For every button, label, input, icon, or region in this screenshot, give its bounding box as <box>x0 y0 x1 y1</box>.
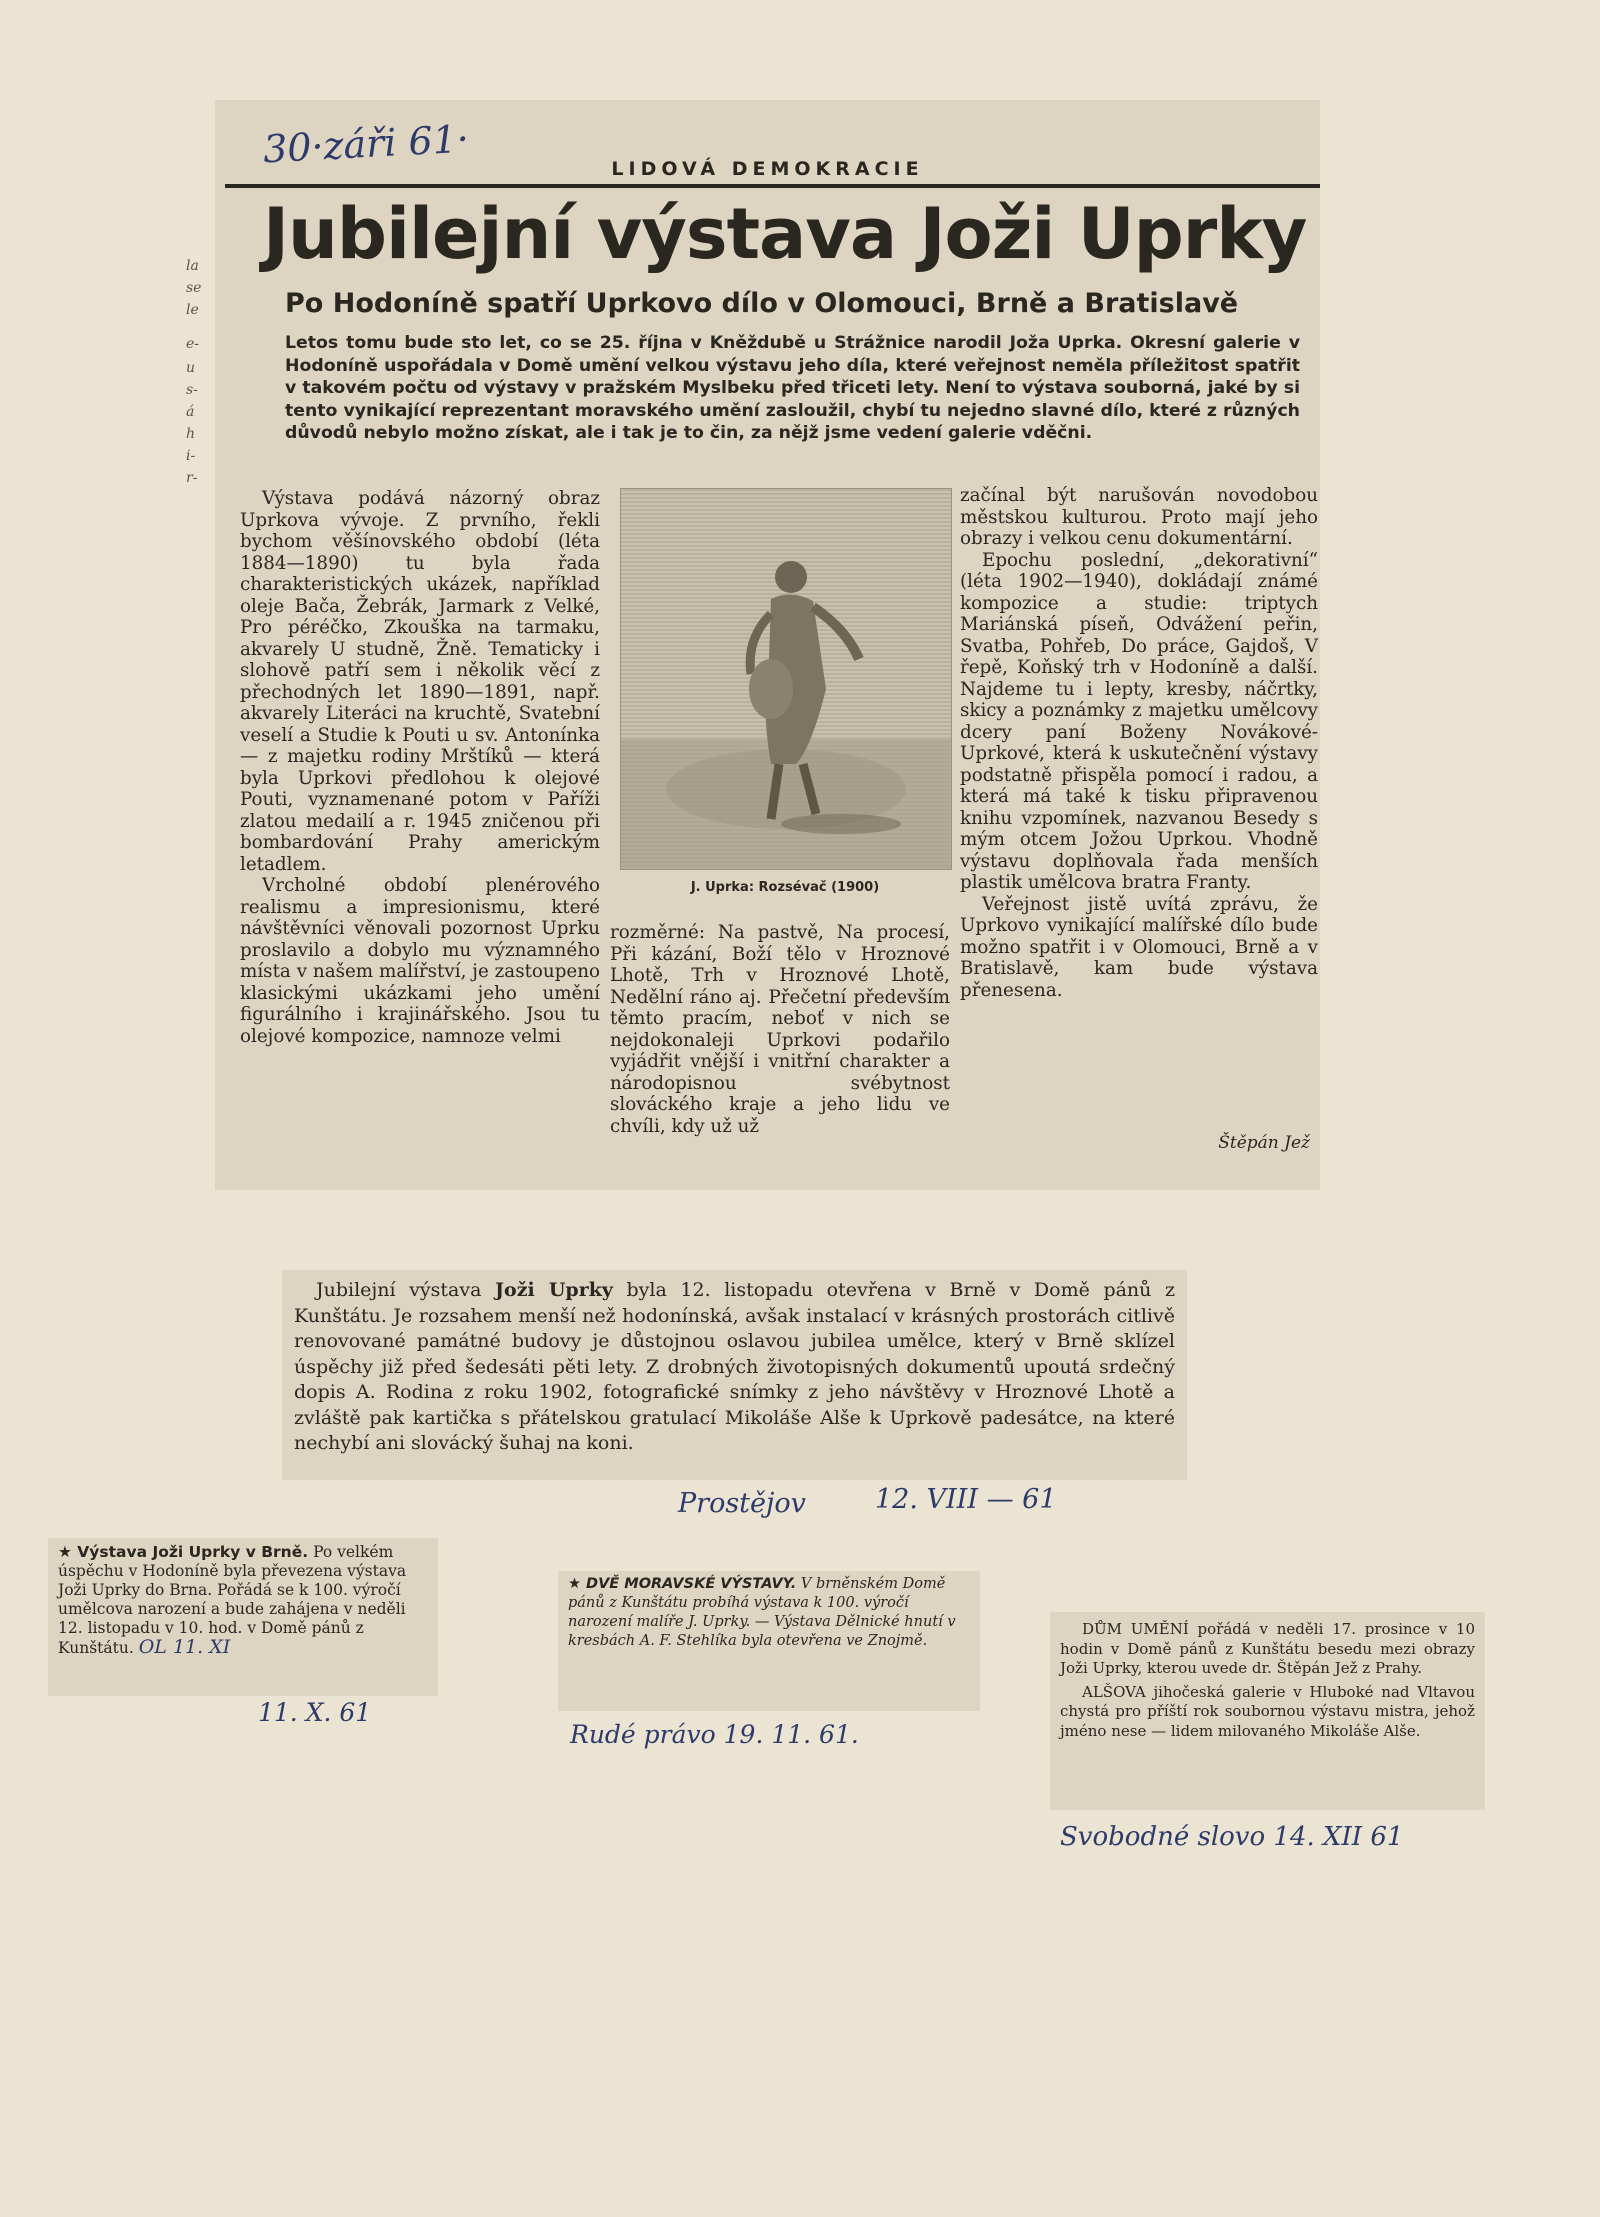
newspaper-masthead: LIDOVÁ DEMOKRACIE <box>611 158 924 180</box>
clipping-kicker: ★ Výstava Joži Uprky v Brně. <box>58 1543 309 1561</box>
margin-fragment: h <box>186 426 196 442</box>
handwritten-date: 11. X. 61 <box>258 1698 372 1727</box>
handwritten-date: 12. VIII — 61 <box>875 1484 1057 1515</box>
clipping-paragraph-2: ALŠOVA jihočeská galerie v Hluboké nad Vltavou chystá pro příští rok soubornou výstavu mistra, jehož jméno nese — lidem milovaného Mikoláše Alše. <box>1060 1682 1475 1740</box>
short-news-clipping-3 <box>1050 1612 1485 1810</box>
brno-exhibition-clipping <box>282 1270 1187 1480</box>
margin-fragment: i- <box>186 448 196 464</box>
article-column-3 <box>960 485 1318 1001</box>
handwritten-source: Svobodné slovo 14. XII 61 <box>1060 1822 1404 1852</box>
brno-exhibition-text <box>294 1278 1175 1457</box>
margin-fragment: r- <box>186 470 198 486</box>
article-column-2: rozměrné: Na pastvě, Na procesí, Při kázání, Boží tělo v Hroznové Lhotě, Trh v Hroznové Lhotě, Nedělní ráno aj. Přečetní především těmto pracím, neboť v nich se nejdokonaleji Uprkovi podařilo vyjádřit vnější i vnitřní charakter a národopisnou svébytnost slováckého kraje a jeho lidu ve chvíli, kdy už už <box>610 922 950 1137</box>
text-after: byla 12. listopadu otevřena v Brně v Domě pánů z Kunštátu. Je rozsahem menší než hodonínská, avšak instalací v krásných prostorách citlivě renovované památné budovy je důstojnou oslavou jubilea umělce, který v Brně sklízel úspěchy již před šedesáti pěti lety. Z drobných životopisných dokumentů upoutá srdečný dopis A. Rodina z roku 1902, fotografické snímky z jeho návštěvy v Hroznové Lhotě a zvláště pak kartička s přátelskou gratulací Mikoláše Alše k Uprkově padesátce, na které nechybí ani slovácký šuhaj na koni. <box>294 1279 1175 1454</box>
article-headline: Jubilejní výstava Joži Uprky <box>263 193 1307 275</box>
column-3-paragraph-3: Veřejnost jistě uvítá zprávu, že Uprkovo vynikající malířské dílo bude možno spatřit i v Olomouci, Brně a v Bratislavě, kam bude výstava přenesena. <box>960 893 1318 1001</box>
short-news-clipping-2 <box>558 1571 980 1711</box>
article-signature: Štěpán Jež <box>1218 1133 1310 1153</box>
article-column-1 <box>240 488 600 1047</box>
handwritten-date: 30·záři 61· <box>261 116 470 172</box>
sower-figure-illustration <box>621 489 951 869</box>
article-subhead: Po Hodoníně spatří Uprkovo dílo v Olomouci, Brně a Bratislavě <box>285 288 1239 319</box>
main-article-clipping <box>215 100 1320 1190</box>
article-lead: Letos tomu bude sto let, co se 25. října v Kněždubě u Strážnice narodil Joža Uprka. Okresní galerie v Hodoníně uspořádala v Domě umění velkou výstavu jeho díla, které veřejnost neměla příležitost spatřit v takovém počtu od výstavy v pražském Myslbeku před třiceti lety. Není to výstava souborná, jaké by si tento vynikající reprezentant moravského umění zasloužil, chybí tu nejedno slavné dílo, které z různých důvodů nebylo možno získat, ale i tak je to čin, za nějž jsme vedení galerie vděčni. <box>285 333 1300 443</box>
margin-fragment: s- <box>186 382 198 398</box>
handwritten-source: Prostějov <box>678 1488 806 1519</box>
clipping-paragraph-1: DŮM UMĚNÍ pořádá v neděli 17. prosince v 10 hodin v Domě pánů z Kunštátu besedu mezi obrazy Joži Uprky, kterou uvede dr. Štěpán Jež z Prahy. <box>1060 1620 1475 1677</box>
clipping-kicker: ★ DVĚ MORAVSKÉ VÝSTAVY. <box>568 1576 797 1592</box>
photo-caption: J. Uprka: Rozsévač (1900) <box>690 880 880 895</box>
clipping-text: V brněnském Domě pánů z Kunštátu probíhá výstava k 100. výročí narození malíře J. Uprky. — Výstava Dělnické hnutí v kresbách A. F. Stehlíka byla otevřena ve Znojmě. <box>568 1576 956 1649</box>
margin-fragment: la <box>186 258 199 274</box>
artist-name: Joži Uprky <box>495 1279 613 1301</box>
column-1-paragraph-1: Výstava podává názorný obraz Uprkova vývoje. Z prvního, řekli bychom věšínovského období (léta 1884—1890) tu byla řada charakteristických ukázek, například oleje Bača, Žebrák, Jarmark z Velké, Pro péréčko, Zkouška na tarmaku, akvarely U studně, Žně. Tematicky i slohově patří sem i několik věcí z přechodných let 1890—1891, např. akvarely Literáci na kruchtě, Svatební veselí a Studie k Pouti u sv. Antonínka — z majetku rodiny Mrštíků — která byla Uprkovi předlohou k olejové Pouti, vyznamenané potom v Paříži zlatou medailí a r. 1945 zničenou při bombardování Prahy americkým letadlem. <box>240 488 600 875</box>
handwritten-note: OL 11. XI <box>138 1636 231 1658</box>
column-1-paragraph-2: Vrcholné období plenérového realismu a impresionismu, které návštěvníci věnovali pozornost Uprku proslavilo a dobylo mu významného místa v našem malířství, je zastoupeno klasickými ukázkami jeho umění figurálního i krajinářského. Jsou tu olejové kompozice, namnoze velmi <box>240 875 600 1047</box>
margin-fragment: le <box>186 302 199 318</box>
margin-fragment: u <box>186 360 196 376</box>
handwritten-source: Rudé právo 19. 11. 61. <box>570 1720 859 1749</box>
margin-fragment: e- <box>186 336 200 352</box>
clipping-text: Po velkém úspěchu v Hodoníně byla převezena výstava Joži Uprky do Brna. Pořádá se k 100. výročí umělcova narození a bude zahájena v neděli 12. listopadu v 10. hod. v Domě pánů z Kunštátu. <box>58 1543 407 1657</box>
text-before: Jubilejní výstava <box>316 1279 496 1301</box>
column-3-paragraph-2: Epochu poslední, „dekorativní“ (léta 1902—1940), dokládají známé kompozice a studie: triptych Mariánská píseň, Odvážení peřin, Svatba, Pohřeb, Do práce, Gajdoš, V řepě, Koňský trh v Hodoníně a další. Najdeme tu i lepty, kresby, náčrtky, skicy a poznámky z majetku umělcovy dcery paní Boženy Novákové-Uprkové, která k uskutečnění výstavy podstatně přispěla pomocí i radou, a která má také k tisku připravenou knihu vzpomínek, nazvanou Besedy s mým otcem Jožou Uprkou. Vhodně výstavu doplňovala řada menších plastik umělcova bratra Franty. <box>960 549 1318 893</box>
short-news-clipping-1 <box>48 1538 438 1696</box>
masthead-rule <box>225 184 1320 188</box>
margin-fragment: se <box>186 280 202 296</box>
column-3-paragraph-1: začínal být narušován novodobou městskou kulturou. Proto mají jeho obrazy i velkou cenu dokumentární. <box>960 485 1318 549</box>
article-photo <box>620 488 952 870</box>
margin-fragment: á <box>186 404 195 420</box>
